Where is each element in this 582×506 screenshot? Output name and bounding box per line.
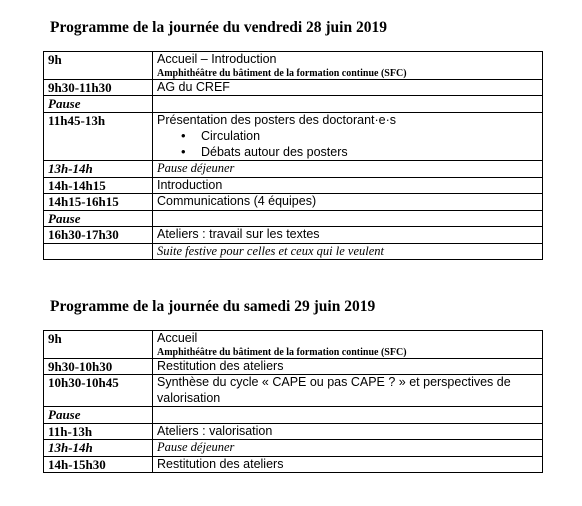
description-cell: Restitution des ateliers — [153, 456, 543, 473]
table-row — [44, 440, 543, 457]
table-row — [44, 358, 543, 375]
table-row — [44, 112, 543, 161]
friday-schedule-table — [43, 51, 543, 260]
description-cell: Synthèse du cycle « CAPE ou pas CAPE ? » et perspectives de valorisation — [153, 375, 543, 407]
table-row — [44, 161, 543, 178]
time-cell — [44, 243, 153, 260]
description-cell — [153, 331, 543, 359]
table-row — [44, 375, 543, 407]
description-text: Présentation des posters des doctorant·e·s — [157, 112, 397, 127]
location-note: Amphithéâtre du bâtiment de la formation continue (SFC) — [157, 67, 407, 79]
table-row — [44, 243, 543, 260]
table-row — [44, 194, 543, 211]
time-cell: 9h30-11h30 — [44, 79, 153, 96]
description-cell: Suite festive pour celles et ceux qui le veulent — [153, 243, 543, 260]
table-row — [44, 331, 543, 359]
bullet-list — [157, 128, 538, 160]
time-cell: 16h30-17h30 — [44, 227, 153, 244]
time-cell: 11h45-13h — [44, 112, 153, 161]
saturday-schedule-table — [43, 330, 543, 473]
description-cell: Ateliers : valorisation — [153, 423, 543, 440]
time-cell: 14h-14h15 — [44, 177, 153, 194]
time-cell: 9h30-10h30 — [44, 358, 153, 375]
description-cell — [153, 96, 543, 113]
table-row — [44, 79, 543, 96]
description-cell: Ateliers : travail sur les textes — [153, 227, 543, 244]
time-cell: Pause — [44, 96, 153, 113]
time-cell: 9h — [44, 331, 153, 359]
table-row — [44, 177, 543, 194]
description-cell — [153, 112, 543, 161]
description-cell — [153, 407, 543, 424]
time-cell: 13h-14h — [44, 161, 153, 178]
description-text: Accueil — [157, 331, 198, 345]
table-row — [44, 52, 543, 80]
saturday-programme-title: Programme de la journée du samedi 29 juin 2019 — [50, 298, 376, 315]
description-text: Accueil – Introduction — [157, 52, 277, 66]
time-cell: 14h-15h30 — [44, 456, 153, 473]
description-cell: Restitution des ateliers — [153, 358, 543, 375]
time-cell: 14h15-16h15 — [44, 194, 153, 211]
friday-programme-title: Programme de la journée du vendredi 28 juin 2019 — [50, 19, 387, 36]
time-cell: 10h30-10h45 — [44, 375, 153, 407]
table-row — [44, 423, 543, 440]
time-cell: Pause — [44, 407, 153, 424]
time-cell: 9h — [44, 52, 153, 80]
description-cell: Pause déjeuner — [153, 440, 543, 457]
time-cell: Pause — [44, 210, 153, 227]
description-cell: AG du CREF — [153, 79, 543, 96]
description-cell: Communications (4 équipes) — [153, 194, 543, 211]
table-row — [44, 456, 543, 473]
time-cell: 11h-13h — [44, 423, 153, 440]
description-cell — [153, 210, 543, 227]
table-row — [44, 227, 543, 244]
list-item: • Débats autour des posters — [201, 144, 538, 160]
table-row — [44, 96, 543, 113]
description-cell: Introduction — [153, 177, 543, 194]
description-cell — [153, 52, 543, 80]
location-note: Amphithéâtre du bâtiment de la formation continue (SFC) — [157, 346, 407, 358]
list-item: • Circulation — [201, 128, 538, 144]
time-cell: 13h-14h — [44, 440, 153, 457]
description-cell: Pause déjeuner — [153, 161, 543, 178]
table-row — [44, 210, 543, 227]
table-row — [44, 407, 543, 424]
